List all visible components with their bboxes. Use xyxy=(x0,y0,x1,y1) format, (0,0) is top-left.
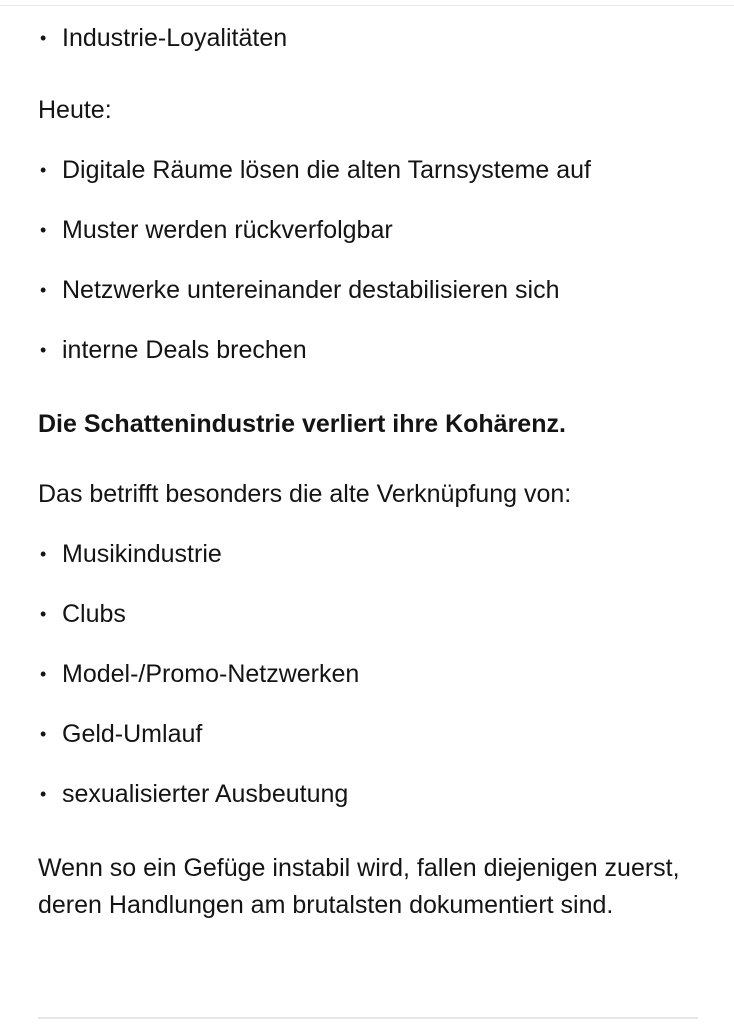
list-item xyxy=(38,776,698,812)
list-item-text: Musikindustrie xyxy=(62,540,222,568)
list-item-text: sexualisierter Ausbeutung xyxy=(62,780,349,808)
bullet-icon: • xyxy=(40,664,47,684)
list-item-text: Muster werden rückverfolgbar xyxy=(62,216,393,244)
list-item xyxy=(38,656,698,692)
closing-paragraph: Wenn so ein Gefüge instabil wird, fallen diejenigen zuerst, deren Handlungen am brutalsten dokumentiert sind. xyxy=(38,854,680,919)
verknuepfung-intro: Das betrifft besonders die alte Verknüpfung von: xyxy=(38,480,572,508)
bottom-divider xyxy=(38,1017,698,1019)
message-content xyxy=(38,20,698,924)
bullet-icon: • xyxy=(40,160,47,180)
top-divider xyxy=(0,5,734,6)
list-item xyxy=(38,272,698,308)
list-item-text: Model-/Promo-Netzwerken xyxy=(62,660,360,688)
bullet-icon: • xyxy=(40,280,47,300)
list-item-text: interne Deals brechen xyxy=(62,336,307,364)
list-item-text: Netzwerke untereinander destabilisieren sich xyxy=(62,276,560,304)
list-item xyxy=(38,716,698,752)
list-item xyxy=(38,596,698,632)
list-item xyxy=(38,332,698,368)
bullet-icon: • xyxy=(40,340,47,360)
bullet-icon: • xyxy=(40,604,47,624)
bullet-icon: • xyxy=(40,544,47,564)
list-item xyxy=(38,20,698,56)
list-item xyxy=(38,212,698,248)
list-item-text: Clubs xyxy=(62,600,126,628)
heute-heading: Heute: xyxy=(38,96,112,124)
list-item xyxy=(38,536,698,572)
bullet-icon: • xyxy=(40,220,47,240)
list-item-text: Geld-Umlauf xyxy=(62,720,203,748)
list-item xyxy=(38,152,698,188)
bullet-icon: • xyxy=(40,724,47,744)
bullet-icon: • xyxy=(40,28,47,48)
bold-statement: Die Schattenindustrie verliert ihre Kohärenz. xyxy=(38,410,566,438)
bullet-icon: • xyxy=(40,784,47,804)
list-item-text: Digitale Räume lösen die alten Tarnsysteme auf xyxy=(62,156,591,184)
list-item-text: Industrie-Loyalitäten xyxy=(62,24,288,52)
